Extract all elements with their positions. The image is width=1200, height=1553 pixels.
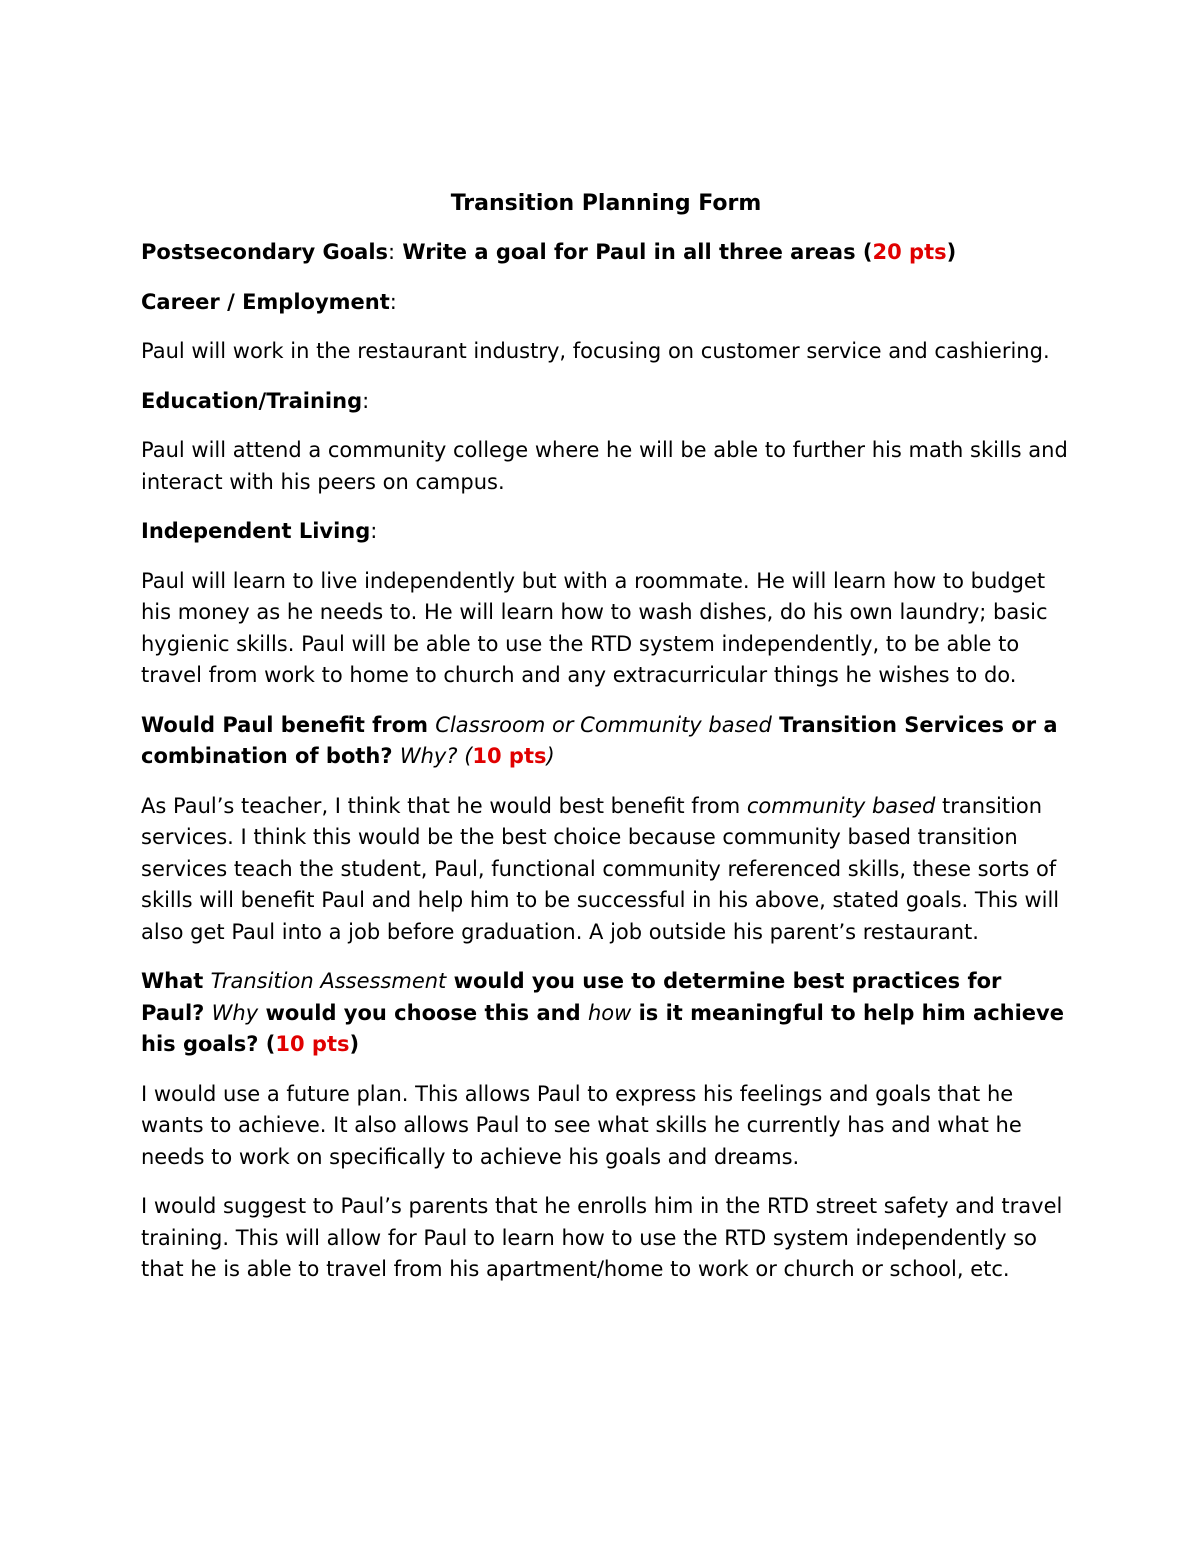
services-question	[141, 710, 1071, 773]
q1-close-paren: )	[546, 744, 555, 768]
a1-part1: As Paul’s teacher, I think that he would best benefit from	[141, 793, 747, 818]
a1-italic: community based	[746, 793, 936, 818]
q1-part1: Would Paul benefit from	[141, 712, 436, 737]
q2-italic2: Why	[211, 1000, 259, 1025]
q1-open-paren: (	[457, 744, 473, 768]
travel-training-suggestion: I would suggest to Paul’s parents that he enrolls him in the RTD street safety and travel training. This will allow for Paul to learn how to use the RTD system independently so that he is able to travel from his apartment/home to work or church or school, etc.	[141, 1194, 1063, 1281]
independent-living-goal-text: Paul will learn to live independently but with a roommate. He will learn how to budget his money as he needs to. He will learn how to wash dishes, do his own laundry; basic hygienic skills. Paul will be able to use the RTD system independently, to be able to travel from work to home to church and any extracurricular things he wishes to do.	[141, 568, 1048, 687]
assessment-question	[141, 966, 1071, 1061]
q2-part4: is it meaningful to help him achieve his goals? (	[141, 1000, 1064, 1056]
independent-living-colon: :	[370, 519, 378, 543]
page-title: Transition Planning Form	[450, 191, 762, 216]
points-badge: 10 pts	[275, 1032, 350, 1056]
education-goal-text: Paul will attend a community college where he will be able to further his math skills and interact with his peers on campus.	[141, 438, 1068, 494]
postsecondary-goals-prompt	[141, 237, 1071, 269]
q1-part2: Transition Services or a combination of both?	[141, 712, 1058, 768]
a1-part2: transition services. I think this would be the best choice because community based transition services teach the student, Paul, functional community referenced skills, these sorts of skills will benefit Paul and help him to be successful in his above, stated goals. This will also get Paul into a job before graduation. A job outside his parent’s restaurant.	[141, 793, 1060, 944]
q2-italic3: how	[587, 1000, 632, 1025]
postsecondary-goals-label: Postsecondary Goals	[141, 240, 389, 264]
services-answer	[141, 791, 1071, 949]
q2-part1: What	[141, 969, 211, 993]
education-heading	[141, 386, 1071, 418]
independent-living-label: Independent Living	[141, 519, 371, 543]
document-body	[141, 188, 1071, 1304]
assessment-answer: I would use a future plan. This allows Paul to express his feelings and goals that he wants to achieve. It also allows Paul to see what skills he currently has and what he needs to work on specifically to achieve his goals and dreams.	[141, 1081, 1022, 1169]
education-colon: :	[362, 388, 370, 413]
q2-italic1: Transition Assessment	[210, 969, 447, 993]
independent-living-heading	[141, 516, 1071, 548]
points-badge: 20 pts	[872, 240, 947, 264]
points-badge: 10 pts	[472, 744, 547, 768]
postsecondary-prompt-text: Write a goal for Paul in all three areas (	[395, 240, 873, 264]
q2-part2: would you use to determine best practices for Paul?	[141, 969, 1002, 1025]
q1-italic: Classroom or Community based	[435, 712, 772, 737]
q2-part3: would you choose this and	[258, 1000, 588, 1025]
q1-why: Why?	[399, 744, 458, 768]
career-label: Career / Employment	[141, 289, 390, 314]
career-heading	[141, 287, 1071, 319]
career-colon: :	[389, 289, 397, 314]
postsecondary-close-paren: )	[946, 240, 957, 264]
postsecondary-colon: :	[388, 240, 396, 264]
career-goal-text: Paul will work in the restaurant industry, focusing on customer service and cashiering.	[141, 339, 1050, 363]
q2-close-paren: )	[349, 1032, 360, 1056]
education-label: Education/Training	[141, 388, 363, 413]
